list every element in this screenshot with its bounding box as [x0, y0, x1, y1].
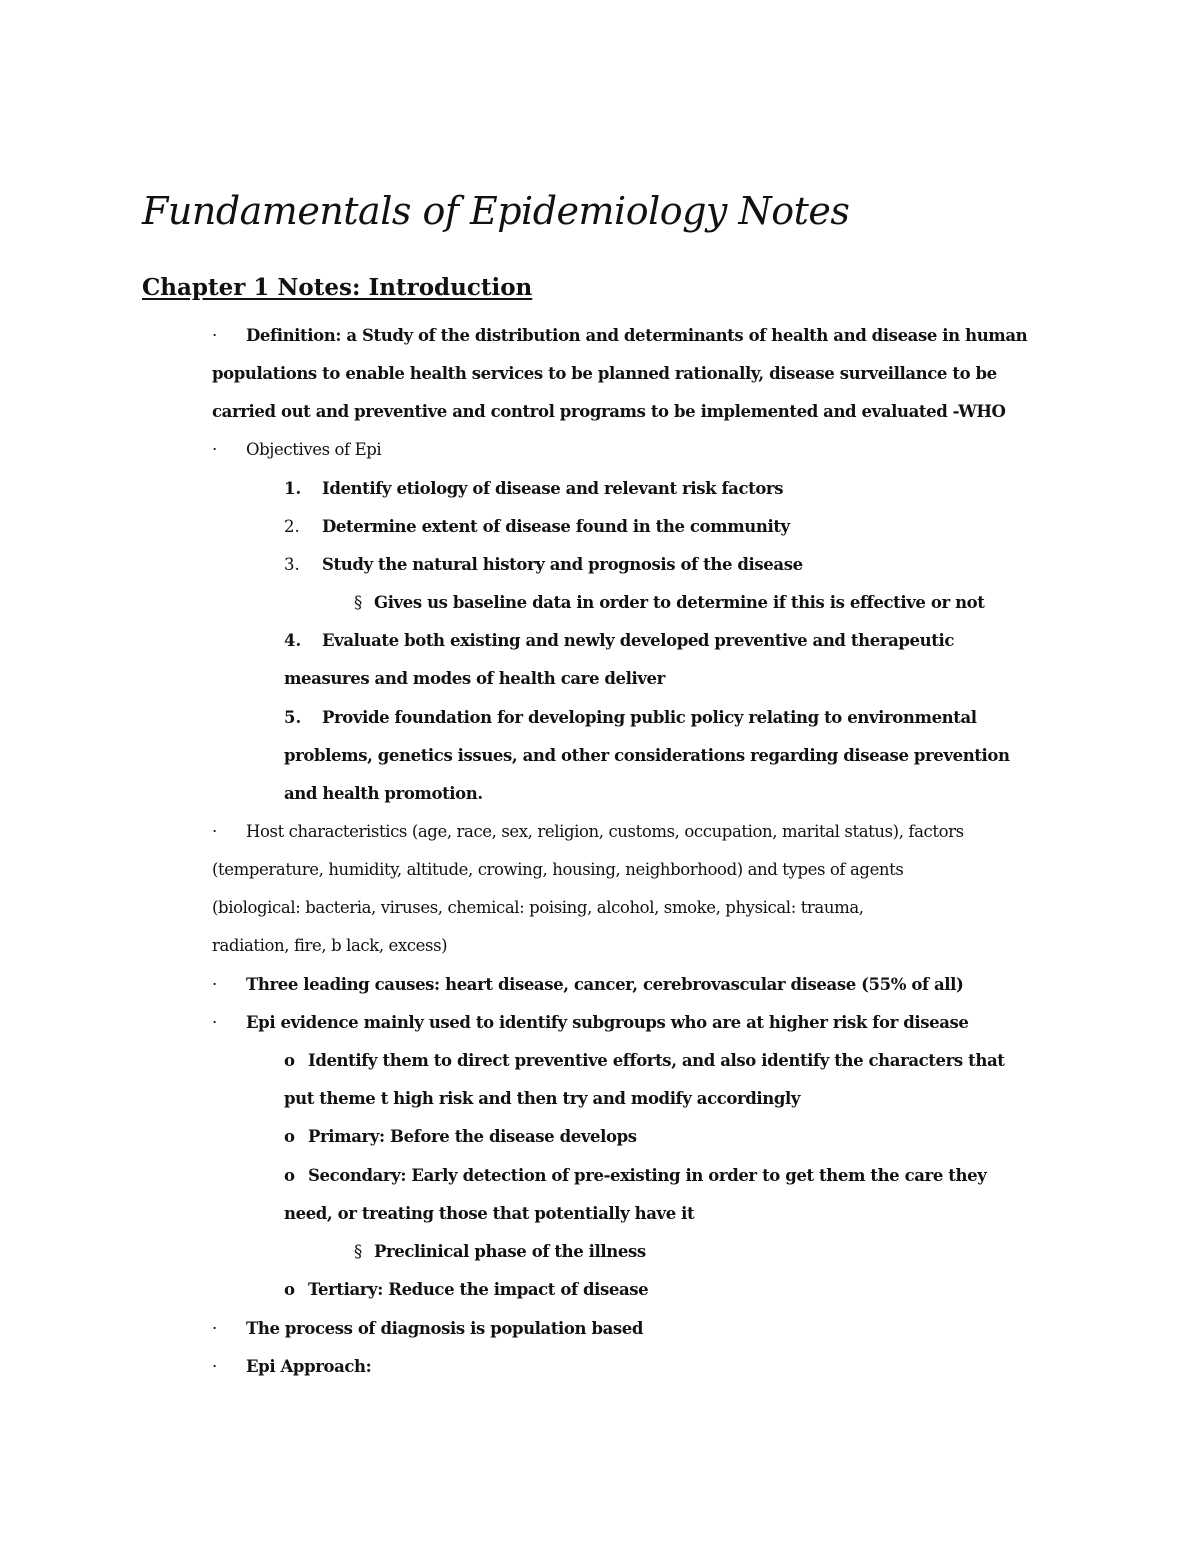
text-line: Preclinical phase of the illness	[374, 1242, 646, 1261]
bullet-marker: ·	[212, 1357, 218, 1376]
text-line: Objectives of Epi	[246, 440, 382, 459]
text-line: Definition: a Study of the distribution and determinants of health and disease in human	[246, 326, 1028, 345]
section-marker: §	[354, 593, 363, 612]
sub-bullet-marker: o	[284, 1051, 296, 1070]
text-line: (temperature, humidity, altitude, crowing, housing, neighborhood) and types of agents	[212, 860, 904, 879]
section-marker: §	[354, 1242, 363, 1261]
number-marker: 1.	[284, 479, 302, 498]
text-line: carried out and preventive and control programs to be implemented and evaluated -WHO	[212, 402, 1006, 421]
text-line: and health promotion.	[284, 784, 483, 803]
sub-bullet-marker: o	[284, 1166, 296, 1185]
text-line: Provide foundation for developing public policy relating to environmental	[322, 708, 977, 727]
bullet-marker: ·	[212, 1319, 218, 1338]
sub-bullet-marker: o	[284, 1127, 296, 1146]
sub-bullet-marker: o	[284, 1280, 296, 1299]
text-line: Identify etiology of disease and relevant risk factors	[322, 479, 784, 498]
text-line: Evaluate both existing and newly developed preventive and therapeutic	[322, 631, 954, 650]
bullet-marker: ·	[212, 975, 218, 994]
text-line: Primary: Before the disease develops	[308, 1127, 637, 1146]
bullet-marker: ·	[212, 1013, 218, 1032]
bullet-marker: ·	[212, 440, 218, 459]
text-line: (biological: bacteria, viruses, chemical: poising, alcohol, smoke, physical: trauma,	[212, 898, 864, 917]
number-marker: 2.	[284, 517, 300, 536]
text-line: Determine extent of disease found in the community	[322, 517, 790, 536]
number-marker: 3.	[284, 555, 300, 574]
text-line: put theme t high risk and then try and modify accordingly	[284, 1089, 801, 1108]
bullet-marker: ·	[212, 326, 218, 345]
number-marker: 5.	[284, 708, 302, 727]
text-line: Epi evidence mainly used to identify subgroups who are at higher risk for disease	[246, 1013, 969, 1032]
text-line: Epi Approach:	[246, 1357, 372, 1376]
text-line: Host characteristics (age, race, sex, religion, customs, occupation, marital status), factors	[246, 822, 964, 841]
text-line: Identify them to direct preventive efforts, and also identify the characters that	[308, 1051, 1005, 1070]
chapter-heading: Chapter 1 Notes: Introduction	[142, 274, 533, 301]
text-line: measures and modes of health care deliver	[284, 669, 665, 688]
text-line: The process of diagnosis is population based	[246, 1319, 644, 1338]
text-line: Study the natural history and prognosis of the disease	[322, 555, 803, 574]
text-line: populations to enable health services to be planned rationally, disease surveillance to be	[212, 364, 997, 383]
text-line: need, or treating those that potentially have it	[284, 1204, 695, 1223]
document-title: Fundamentals of Epidemiology Notes	[142, 189, 850, 233]
text-line: radiation, fire, b lack, excess)	[212, 936, 448, 955]
text-line: Secondary: Early detection of pre-existing in order to get them the care they	[308, 1166, 987, 1185]
text-line: problems, genetics issues, and other considerations regarding disease prevention	[284, 746, 1010, 765]
number-marker: 4.	[284, 631, 302, 650]
bullet-marker: ·	[212, 822, 218, 841]
text-line: Three leading causes: heart disease, cancer, cerebrovascular disease (55% of all)	[246, 975, 964, 994]
text-line: Tertiary: Reduce the impact of disease	[308, 1280, 649, 1299]
text-line: Gives us baseline data in order to determine if this is effective or not	[374, 593, 985, 612]
